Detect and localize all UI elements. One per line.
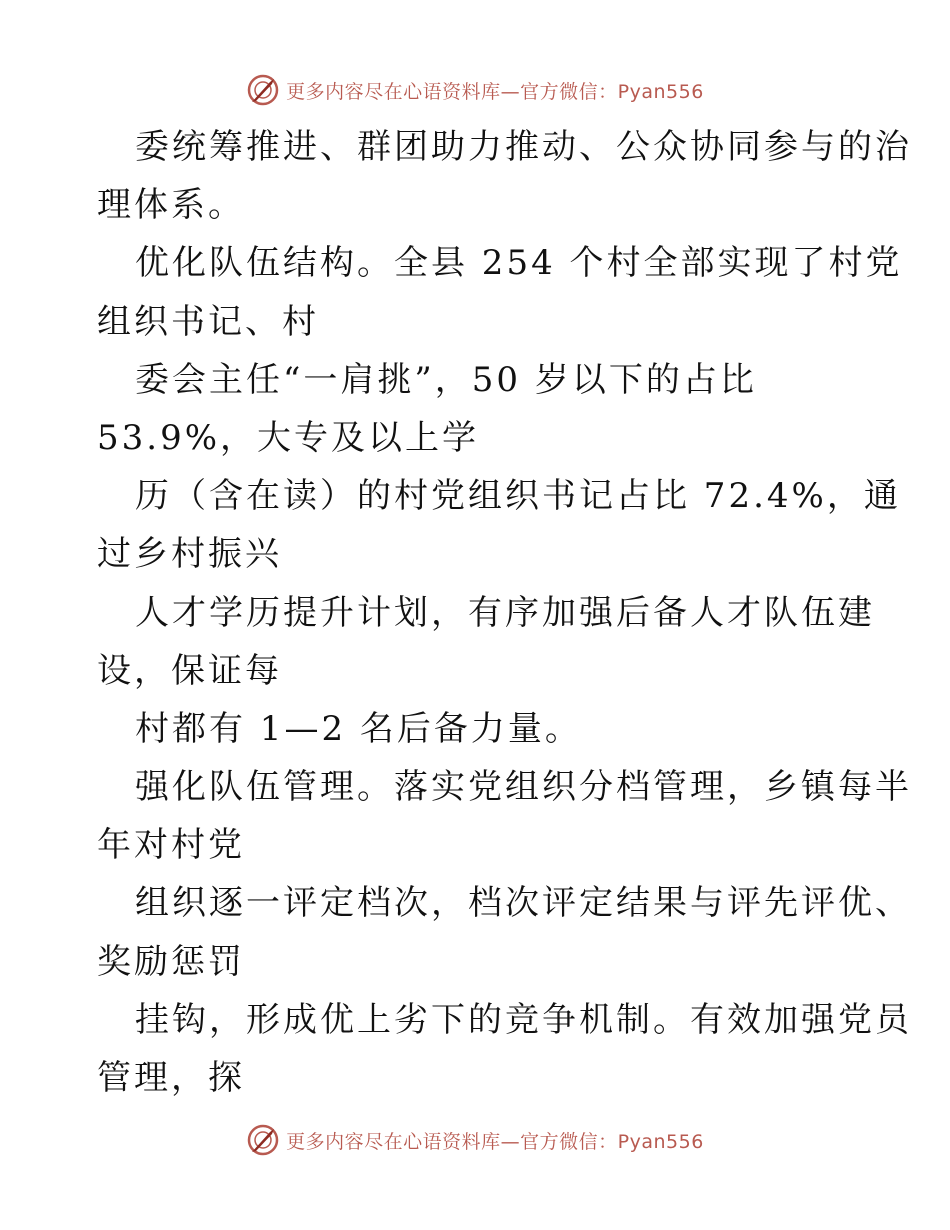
text-line: 村都有 1—2 名后备力量。: [135, 708, 582, 749]
text-line: 挂钩，形成优上劣下的竞争机制。有效加强党员: [135, 999, 912, 1040]
quill-logo-icon: [246, 1123, 280, 1157]
text-line: 设，保证每: [97, 650, 282, 691]
header-watermark-text: 更多内容尽在心语资料库—官方微信：Pyan556: [286, 80, 704, 103]
header-watermark: [0, 70, 950, 110]
text-line: 委统筹推进、群团助力推动、公众协同参与的治: [135, 127, 912, 167]
text-line: 年对村党: [97, 825, 245, 866]
text-line: 组织逐一评定档次，档次评定结果与评先评优、: [135, 883, 912, 924]
text-line: 委会主任“一肩挑”，50 岁以下的占比: [135, 359, 757, 400]
text-line: 组织书记、村: [97, 301, 319, 342]
text-line: 历（含在读）的村党组织书记占比 72.4%，通: [135, 476, 901, 517]
text-line: 优化队伍结构。全县 254 个村全部实现了村党: [135, 243, 903, 284]
footer-watermark: [0, 1120, 950, 1160]
document-body: [97, 118, 912, 1107]
quill-logo-icon: [246, 73, 280, 107]
text-line: 53.9%，大专及以上学: [97, 417, 480, 458]
text-line: 奖励惩罚: [97, 941, 245, 982]
text-line: 强化队伍管理。落实党组织分档管理，乡镇每半: [135, 767, 912, 808]
text-line: 过乡村振兴: [97, 534, 282, 575]
footer-watermark-text: 更多内容尽在心语资料库—官方微信：Pyan556: [286, 1130, 704, 1153]
text-line: 人才学历提升计划，有序加强后备人才队伍建: [135, 592, 875, 633]
text-line: 理体系。: [97, 185, 245, 226]
text-line: 管理，探: [97, 1058, 245, 1098]
